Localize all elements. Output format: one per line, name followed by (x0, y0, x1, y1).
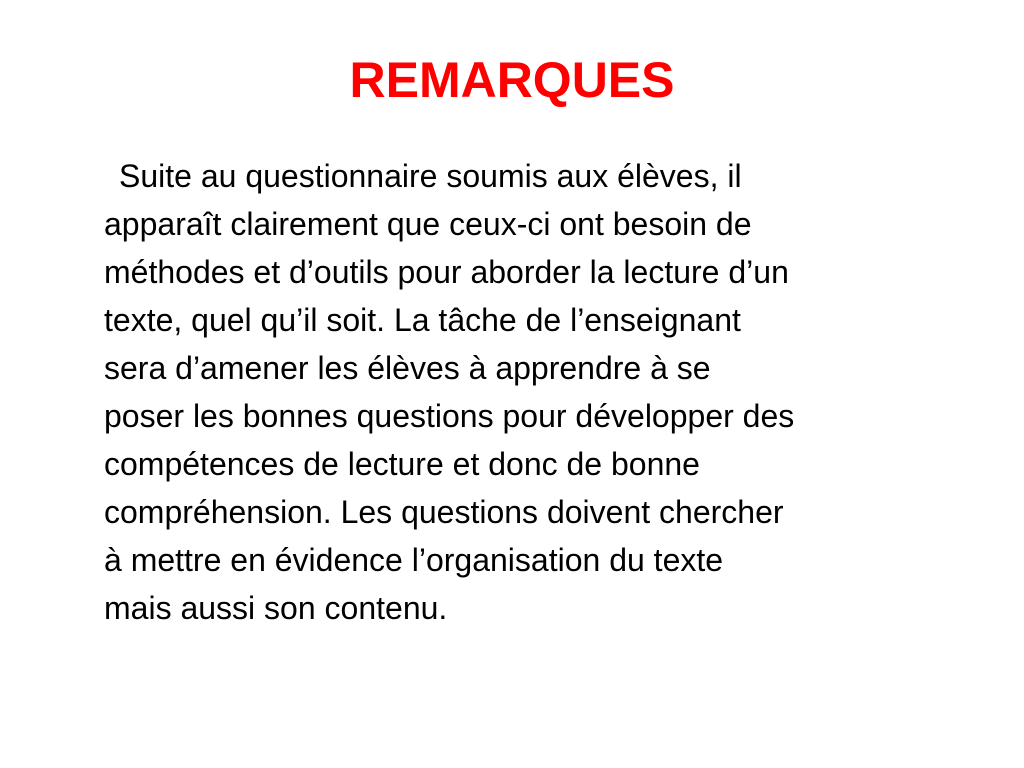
body-line: poser les bonnes questions pour développer des (104, 398, 795, 434)
body-line: Suite au questionnaire soumis aux élèves, il (119, 158, 742, 194)
body-line: texte, quel qu’il soit. La tâche de l’enseignant (104, 302, 741, 338)
slide-title: REMARQUES (349, 52, 675, 108)
body-line: mais aussi son contenu. (104, 590, 448, 626)
body-line: à mettre en évidence l’organisation du texte (104, 542, 724, 578)
body-line: sera d’amener les élèves à apprendre à se (104, 350, 711, 386)
body-line: méthodes et d’outils pour aborder la lecture d’un (104, 254, 789, 290)
body-line: compétences de lecture et donc de bonne (104, 446, 700, 482)
slide-body-paragraph (104, 152, 974, 632)
body-line: compréhension. Les questions doivent chercher (104, 494, 784, 530)
body-line: apparaît clairement que ceux-ci ont besoin de (104, 206, 752, 242)
